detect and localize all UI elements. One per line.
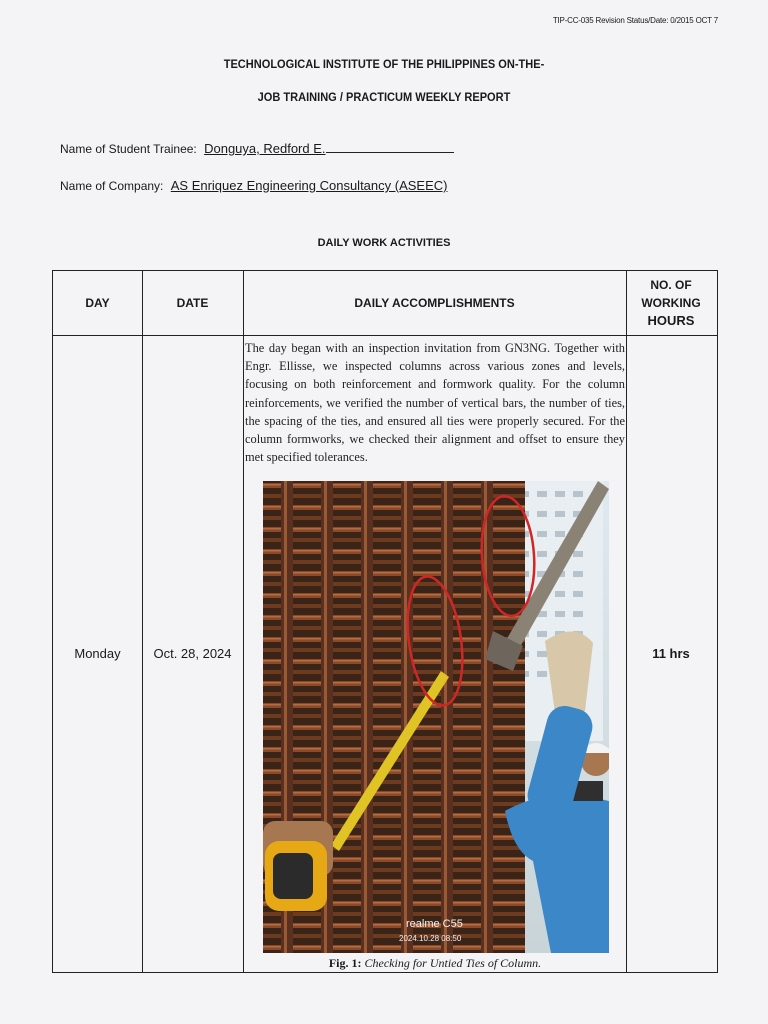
cell-accomplishment: The day began with an inspection invitation from GN3NG. Together with Engr. Ellisse, we inspected columns across various zones and levels, focusing on both reinforcement and formwork quality. For the column reinforcements, we verified the number of vertical bars, the number of ties, the spacing of the ties, and ensured all ties were properly secured. For the column formworks, we checked their alignment and offset to ensure they met specified tolerances.: [245, 341, 625, 465]
header-hours-line1: NO. OF: [650, 278, 692, 292]
caption-text: Checking for Untied Ties of Column.: [364, 956, 542, 970]
trainee-label: Name of Student Trainee:: [60, 142, 197, 156]
header-date: DATE: [176, 296, 209, 310]
cell-date: Oct. 28, 2024: [153, 646, 232, 661]
activities-table: [52, 270, 718, 973]
photo-watermark-model: realme C55: [406, 918, 463, 930]
company-label: Name of Company:: [60, 179, 164, 193]
report-title-line1: TECHNOLOGICAL INSTITUTE OF THE PHILIPPINES ON-THE-: [223, 57, 545, 71]
header-hours-line2: WORKING: [641, 296, 701, 310]
trainee-field: [60, 141, 454, 156]
cell-hours: 11 hrs: [652, 646, 690, 661]
header-working-hours: [626, 271, 716, 335]
col-divider: [243, 271, 244, 972]
trainee-name: Donguya, Redford E.: [204, 141, 326, 156]
trainee-underline: [326, 151, 454, 153]
figure-caption: [245, 956, 625, 971]
caption-label: Fig. 1:: [328, 956, 362, 970]
company-name: AS Enriquez Engineering Consultancy (ASEEC): [170, 178, 448, 193]
photo-watermark-timestamp: 2024.10.28 08:50: [399, 934, 462, 943]
section-title: DAILY WORK ACTIVITIES: [317, 237, 451, 249]
company-field: [60, 178, 448, 193]
inspection-photo: [263, 481, 609, 953]
header-day: DAY: [85, 296, 110, 310]
report-title-line2: JOB TRAINING / PRACTICUM WEEKLY REPORT: [257, 90, 511, 104]
document-code: TIP-CC-035 Revision Status/Date: 0/2015 OCT 7: [552, 16, 718, 25]
header-hours-line3: HOURS: [647, 313, 695, 328]
header-accomplishments: DAILY ACCOMPLISHMENTS: [354, 296, 515, 310]
column-reinforcement-image: [263, 481, 609, 953]
cell-day: Monday: [74, 646, 121, 661]
